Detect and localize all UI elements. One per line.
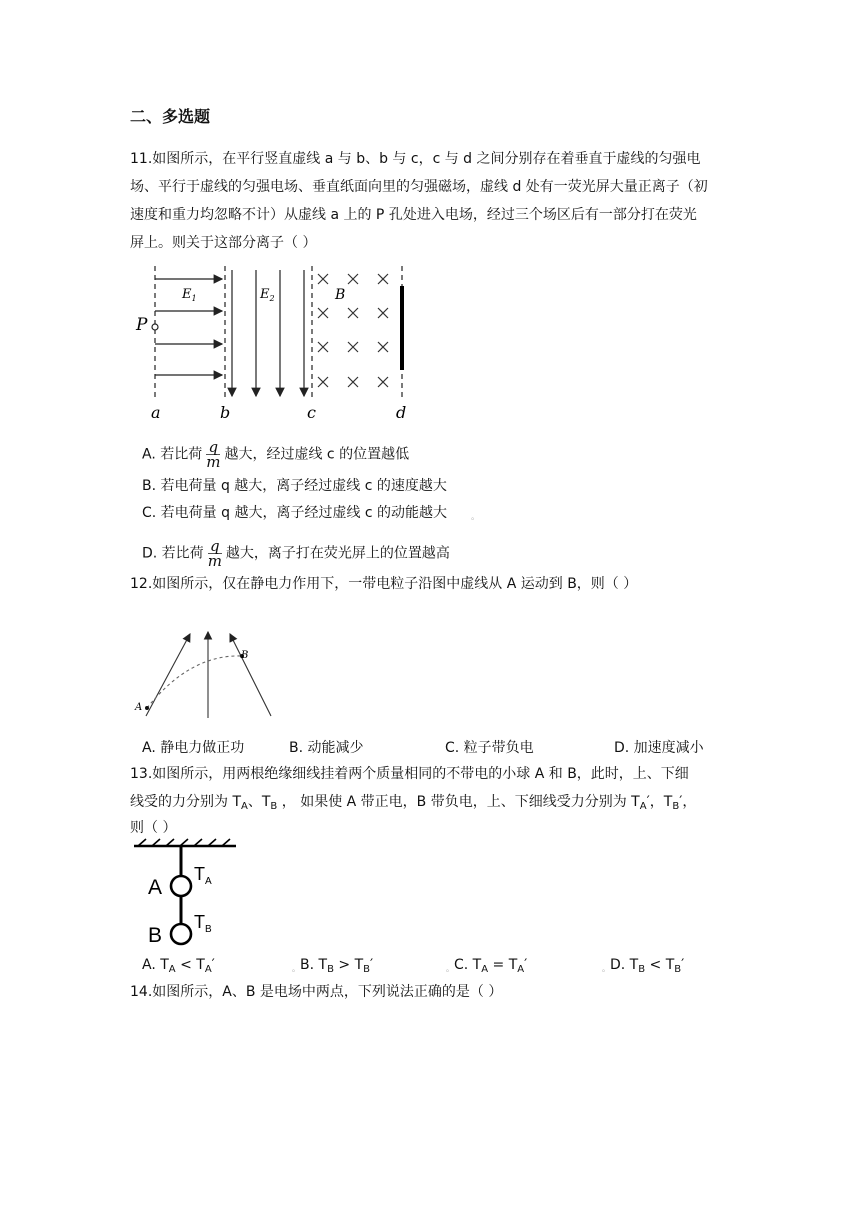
q11-stem-line-3: 速度和重力均忽略不计）从虚线 a 上的 P 孔处进入电场，经过三个场区后有一部分打在荧光: [130, 207, 697, 223]
q13-stem-line-2: 线受的力分别为 $T_A$、$T_B$ ， 如果使 A 带正电，B 带负电，上、下细线受力分别为 $T_A'$，$T_B'$，: [130, 794, 697, 812]
q12-option-b[interactable]: B. 动能减少: [289, 740, 364, 756]
q11-stem-line-4: 屏上。则关于这部分离子（ ）: [130, 235, 317, 251]
charge-mass-fraction: $\frac{q}{m}$: [207, 537, 222, 570]
q12-option-a[interactable]: A. 静电力做正功: [142, 740, 245, 756]
q11-option-b[interactable]: B. 若电荷量 q 越大，离子经过虚线 c 的速度越大: [142, 478, 447, 494]
q12-field-figure: [130, 628, 280, 722]
label-d: d: [396, 403, 407, 422]
label-e1: $E_1$: [182, 287, 197, 303]
q11-option-a-suffix: 越大，经过虚线 c 的位置越低: [224, 446, 410, 463]
label-b-line: b: [220, 403, 231, 422]
q12-option-c[interactable]: C. 粒子带负电: [445, 740, 534, 756]
q11-option-d[interactable]: [142, 539, 450, 568]
p-hole: [152, 324, 158, 330]
charge-mass-fraction: $\frac{q}{m}$: [206, 438, 221, 471]
q11-option-c-text: C. 若电荷量 q 越大，离子经过虚线 c 的动能越大: [142, 505, 448, 521]
label-b: B: [148, 924, 163, 947]
particle-trajectory: [147, 656, 242, 708]
label-p: P: [136, 315, 148, 335]
label-c: c: [307, 403, 316, 422]
label-a: A: [148, 876, 163, 899]
q11-stem-line-2: 场、平行于虚线的匀强电场、垂直纸面向里的匀强磁场，虚线 d 处有一荧光屏大量正离子（初: [130, 179, 708, 195]
label-a: A: [135, 702, 143, 713]
section-title: 二、多选题: [130, 107, 211, 126]
q11-option-a-prefix: A. 若比荷: [142, 446, 203, 463]
ball-a: [171, 876, 191, 896]
q11-option-d-prefix: D. 若比荷: [142, 545, 204, 562]
label-a: a: [151, 403, 161, 422]
label-b: B: [335, 287, 346, 303]
q13-option-c[interactable]: 。C. $T_A = T_A'$: [446, 957, 528, 975]
q13-stem-line-1: 13.如图所示，用两根绝缘细线挂着两个质量相同的不带电的小球 A 和 B，此时，上、下细: [130, 766, 689, 782]
q13-option-d[interactable]: 。D. $T_B < T_B'$: [602, 957, 685, 975]
q13-stem-line-3: 则（ ）: [130, 820, 177, 836]
q13-hanging-balls-figure: [130, 838, 240, 950]
field-line-right: [230, 634, 271, 716]
label-ta: $T_A$: [194, 864, 212, 887]
q11-option-a[interactable]: [142, 440, 409, 469]
q11-option-c[interactable]: [142, 504, 479, 526]
point-a: [145, 706, 149, 710]
q12-stem: 12.如图所示，仅在静电力作用下，一带电粒子沿图中虚线从 A 运动到 B，则（ ）: [130, 576, 638, 592]
label-tb: $T_B$: [194, 912, 212, 935]
q13-option-b[interactable]: 。B. $T_B > T_B'$: [292, 957, 374, 975]
label-e2: $E_2$: [260, 287, 275, 303]
q13-option-a[interactable]: A. $T_A < T_A'$: [142, 957, 215, 975]
ball-b: [171, 924, 191, 944]
q14-stem: 14.如图所示，A、B 是电场中两点，下列说法正确的是（ ）: [130, 984, 503, 1000]
q11-option-d-suffix: 越大，离子打在荧光屏上的位置越高: [225, 545, 450, 562]
q11-field-figure: [130, 262, 420, 424]
q11-option-c-mark: 。: [471, 512, 480, 521]
field-line-left: [146, 634, 190, 716]
magnetic-field-crosses: [318, 274, 388, 387]
label-b: B: [241, 650, 249, 661]
q12-option-d[interactable]: D. 加速度减小: [614, 740, 704, 756]
q11-stem-line-1: 11.如图所示，在平行竖直虚线 a 与 b、b 与 c，c 与 d 之间分别存在着垂直于虚线的匀强电: [130, 151, 701, 167]
